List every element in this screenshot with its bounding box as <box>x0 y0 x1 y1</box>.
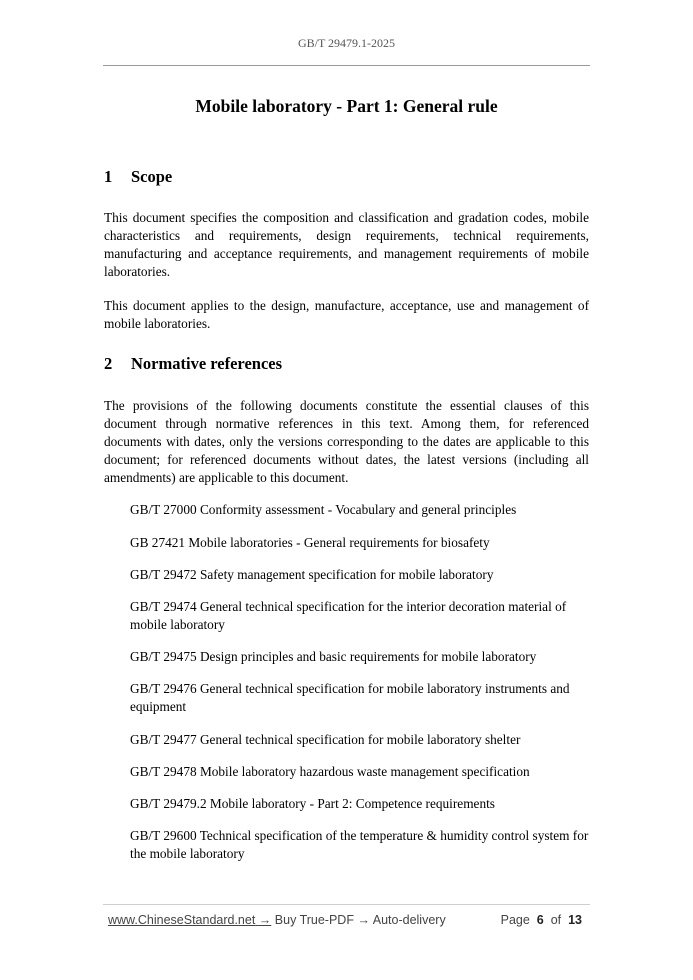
reference-item: GB/T 29600 Technical specification of the temperature & humidity control system for the mobile laboratory <box>130 828 589 861</box>
scope-paragraph-1: This document specifies the composition and classification and gradation codes, mobile characteristics and requirements, design requirements, technical requirements, manufacturing and acceptance requirements, and management requirements of mobile laboratories. <box>104 210 589 279</box>
section-title: Scope <box>131 167 173 186</box>
reference-item: GB/T 29475 Design principles and basic requirements for mobile laboratory <box>130 649 537 664</box>
section-heading-normative-references <box>104 354 282 374</box>
reference-item: GB/T 29477 General technical specification for mobile laboratory shelter <box>130 732 521 747</box>
reference-item: GB 27421 Mobile laboratories - General requirements for biosafety <box>130 535 490 550</box>
scope-paragraph-2: This document applies to the design, manufacture, acceptance, use and management of mobile laboratories. <box>104 298 589 331</box>
website-link-text: www.ChineseStandard.net <box>108 913 256 927</box>
section-heading-scope <box>104 167 172 187</box>
arrow-icon: → <box>258 913 272 927</box>
reference-item: GB/T 29479.2 Mobile laboratory - Part 2: Competence requirements <box>130 796 495 811</box>
page-footer <box>108 913 588 927</box>
website-link[interactable] <box>108 913 271 927</box>
reference-item: GB/T 29472 Safety management specification for mobile laboratory <box>130 567 494 582</box>
section-title: Normative references <box>131 354 283 373</box>
of-label: of <box>550 913 562 927</box>
page-total: 13 <box>568 913 582 927</box>
page-label: Page <box>500 913 530 927</box>
arrow-icon: → <box>357 913 370 927</box>
auto-delivery-text: Auto-delivery <box>372 913 446 927</box>
reference-item: GB/T 29474 General technical specification for the interior decoration material of mobile laboratory <box>130 599 567 632</box>
section-number: 2 <box>104 354 113 373</box>
reference-item: GB/T 29478 Mobile laboratory hazardous waste management specification <box>130 764 530 779</box>
running-header: GB/T 29479.1-2025 <box>297 36 396 50</box>
section-number: 1 <box>104 167 113 186</box>
document-title: Mobile laboratory - Part 1: General rule <box>195 96 498 116</box>
footer-rule <box>103 904 590 905</box>
page-number <box>501 913 582 927</box>
header-rule <box>103 65 590 66</box>
reference-item: GB/T 29476 General technical specification for mobile laboratory instruments and equipment <box>130 681 570 714</box>
buy-pdf-text: Buy True-PDF <box>274 913 354 927</box>
normative-references-paragraph: The provisions of the following documents constitute the essential clauses of this document through normative references in this text. Among them, for referenced documents with dates, only the versions corresponding to the dates are applicable to this document; for referenced documents without dates, the latest versions (including all amendments) are applicable to this document. <box>104 398 589 485</box>
page-current: 6 <box>536 913 544 927</box>
reference-item: GB/T 27000 Conformity assessment - Vocabulary and general principles <box>130 502 517 517</box>
